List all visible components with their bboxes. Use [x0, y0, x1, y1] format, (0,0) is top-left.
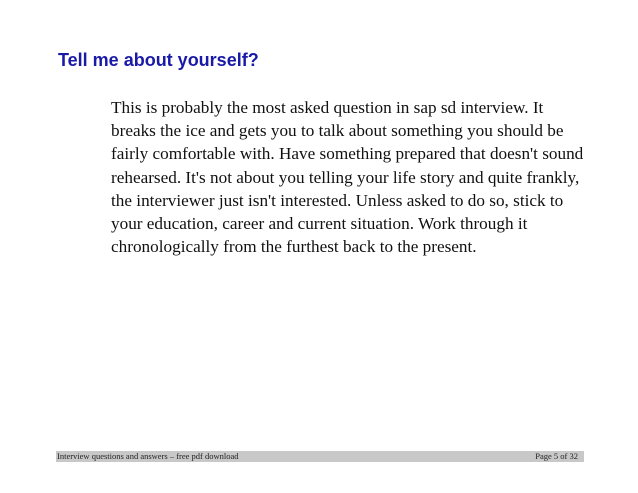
page-footer	[56, 451, 584, 462]
question-heading: Tell me about yourself?	[58, 50, 259, 70]
page-number: Page 5 of 32	[535, 451, 578, 461]
answer-paragraph: This is probably the most asked question in sap sd interview. It breaks the ice and gets you to talk about something you should be fairly comfortable with. Have something prepared that doesn't sound rehearsed. It's not about you telling your life story and quite frankly, the interviewer just isn't interested. Unless asked to do so, stick to your education, career and current situation. Work through it chronologically from the furthest back to the present.	[111, 98, 584, 257]
footer-source-text: Interview questions and answers – free pdf download	[57, 451, 239, 461]
